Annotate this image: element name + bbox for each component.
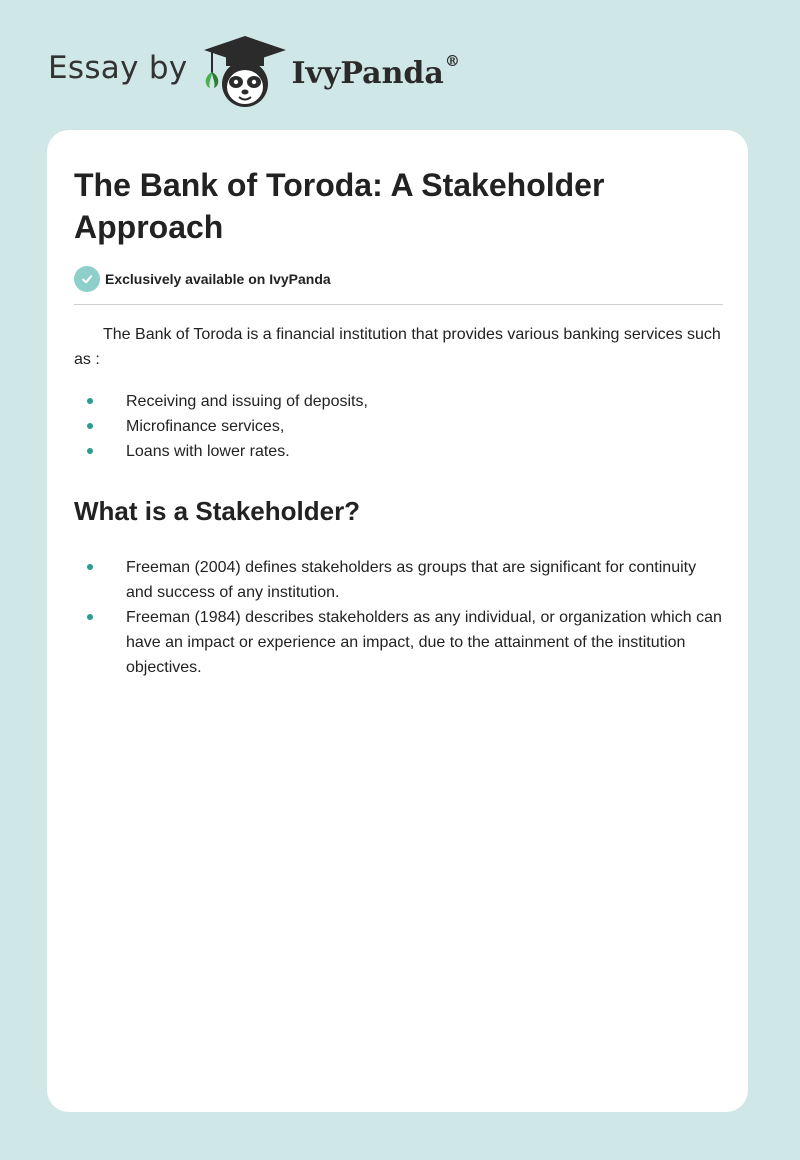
brand-name: IvyPanda <box>291 55 444 91</box>
intro-paragraph: The Bank of Toroda is a financial institution that provides various banking services such as : <box>74 326 721 368</box>
list-item-text: Receiving and issuing of deposits, <box>126 393 368 410</box>
bullet-icon <box>87 448 93 454</box>
check-icon <box>74 266 100 292</box>
exclusive-label: Exclusively available on IvyPanda <box>105 271 331 287</box>
site-header <box>48 34 460 110</box>
essay-card <box>47 130 748 1112</box>
bullet-icon <box>87 423 93 429</box>
exclusive-badge <box>74 266 723 292</box>
list-item-text: Freeman (2004) defines stakeholders as groups that are significant for continuity and success of any institution. <box>126 559 697 601</box>
list-item <box>74 605 723 680</box>
list-item-text: Loans with lower rates. <box>126 443 290 460</box>
list-item-text: Freeman (1984) describes stakeholders as any individual, or organization which can have an impact or experience an impact, due to the attainment of the institution objectives. <box>126 609 722 676</box>
list-item <box>74 414 723 439</box>
section-heading: What is a Stakeholder? <box>74 496 361 526</box>
services-list <box>74 389 723 464</box>
divider <box>74 304 723 305</box>
list-item <box>74 439 723 464</box>
panda-graduate-icon[interactable] <box>202 34 288 110</box>
bullet-icon <box>87 614 93 620</box>
brand-logo-text[interactable] <box>291 51 460 91</box>
list-item-text: Microfinance services, <box>126 418 285 435</box>
essay-by-label: Essay by <box>48 50 188 86</box>
essay-title: The Bank of Toroda: A Stakeholder Approach <box>74 167 605 245</box>
registered-mark: ® <box>444 51 460 70</box>
definitions-list <box>74 555 723 680</box>
essay-content <box>74 164 723 680</box>
bullet-icon <box>87 398 93 404</box>
bullet-icon <box>87 564 93 570</box>
list-item <box>74 389 723 414</box>
list-item <box>74 555 723 605</box>
